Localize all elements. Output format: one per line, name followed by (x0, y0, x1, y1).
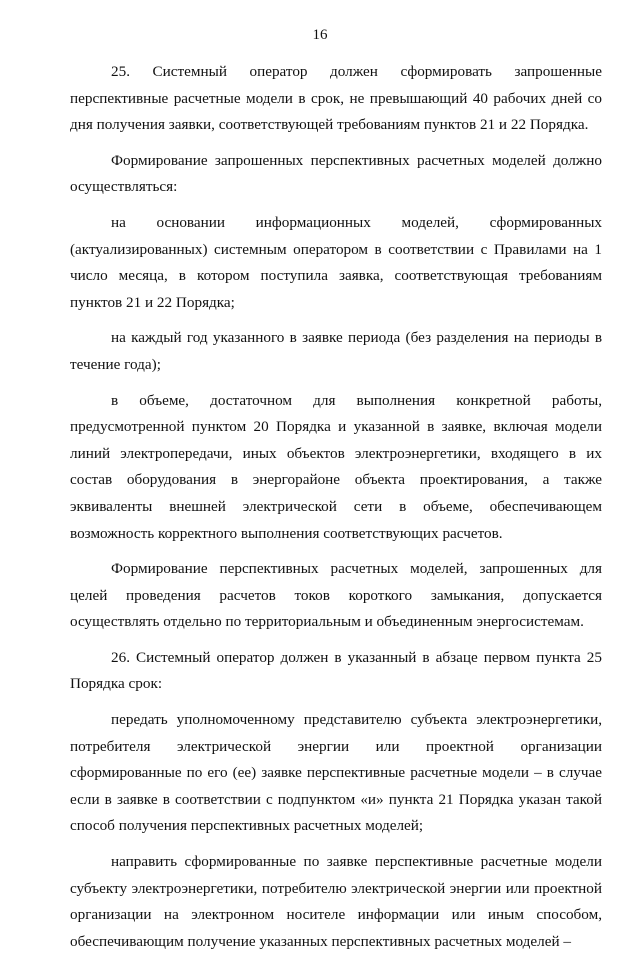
document-body (70, 59, 602, 964)
paragraph-basis-info-models: на основании информационных моделей, сформированных (актуализированных) системным оператором в соответствии с Правилами на 1 число месяца, в котором поступила заявка, соответствующая требованиям пунктов 21 и 22 Порядка; (70, 213, 602, 311)
paragraph-scope: в объеме, достаточном для выполнения конкретной работы, предусмотренной пунктом 20 Порядка и указанной в заявке, включая модели линий электропередачи, иных объектов электроэнергетики, входящего в их состав оборудования в энергорайоне объекта проектирования, а также эквиваленты внешней электрической сети в объеме, обеспечивающем возможность корректного выполнения соответствующих расчетов. (70, 391, 602, 542)
paragraph-26-transfer: передать уполномоченному представителю субъекта электроэнергетики, потребителя электрической энергии или проектной организации сформированные по его (ее) заявке перспективные расчетные модели – в случае если в заявке в соответствии с подпунктом «и» пункта 21 Порядка указан такой способ получения перспективных расчетных моделей; (70, 711, 602, 835)
paragraph-formation-intro: Формирование запрошенных перспективных расчетных моделей должно осуществляться: (70, 151, 602, 196)
paragraph-26-send: направить сформированные по заявке перспективные расчетные модели субъекту электроэнергетики, потребителю электрической энергии или проектной организации на электронном носителе информации или иным способом, обеспечивающим получение указанных перспективных расчетных моделей – (70, 853, 602, 950)
paragraph-26-intro: 26. Системный оператор должен в указанный в абзаце первом пункта 25 Порядка срок: (70, 648, 602, 693)
page-number: 16 (312, 27, 328, 43)
paragraph-short-circuit: Формирование перспективных расчетных моделей, запрошенных для целей проведения расчетов токов короткого замыкания, допускается осуществлять отдельно по территориальным и объединенным энергосистемам. (70, 560, 602, 631)
paragraph-25-deadline: 25. Системный оператор должен сформировать запрошенные перспективные расчетные модели в срок, не превышающий 40 рабочих дней со дня получения заявки, соответствующей требованиям пунктов 21 и 22 Порядка. (70, 63, 602, 134)
paragraph-each-year: на каждый год указанного в заявке периода (без разделения на периоды в течение года); (70, 329, 602, 373)
